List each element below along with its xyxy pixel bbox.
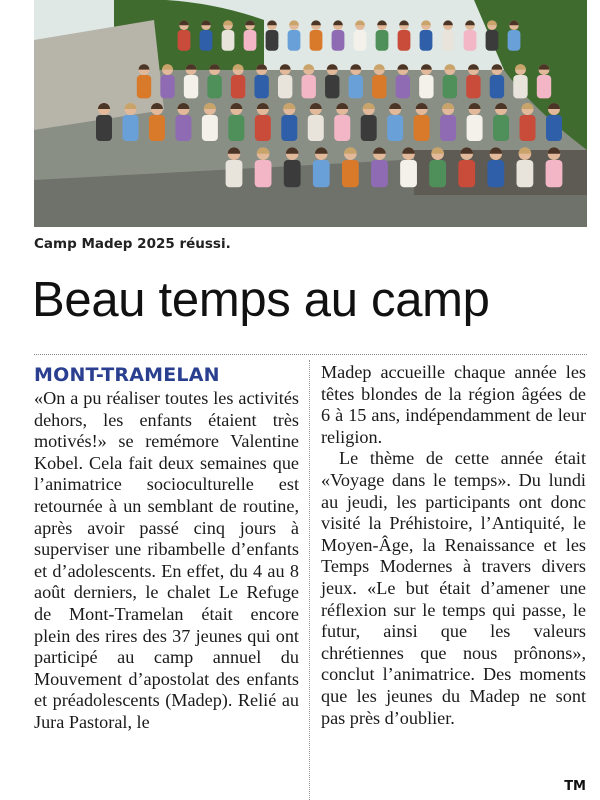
- person-body: [334, 115, 350, 141]
- person-body: [278, 75, 292, 98]
- person-body: [419, 75, 433, 98]
- person-body: [513, 75, 527, 98]
- person-body: [537, 75, 551, 98]
- person-body: [372, 75, 386, 98]
- person-body: [202, 115, 218, 141]
- article-column-left: [34, 362, 299, 734]
- person-body: [149, 115, 165, 141]
- person-body: [226, 160, 243, 187]
- headline: Beau temps au camp: [32, 273, 490, 327]
- person-body: [342, 160, 359, 187]
- group-photo-illustration: [34, 0, 587, 227]
- person-body: [440, 115, 456, 141]
- person-body: [244, 30, 257, 51]
- person-body: [517, 160, 534, 187]
- person-body: [546, 160, 563, 187]
- person-body: [200, 30, 213, 51]
- person-body: [137, 75, 151, 98]
- article-paragraph: «On a pu réaliser toutes les activités dehors, les enfants étaient très motivés!» se remémore Valentine Kobel. Cela fait deux semaines que l’animatrice socioculturelle est retournée à un semblant de routine, après avoir passé cinq jours à superviser une ribambelle d’enfants et d’adolescents. En effet, du 4 au 8 août derniers, le chalet Le Refuge de Mont-Tramelan était encore plein des rires des 37 jeunes qui ont participé au camp annuel du Mouvement d’apostolat des enfants et préadolescents (Madep). Relié au Jura Pastoral, le: [34, 388, 299, 732]
- person-body: [254, 75, 268, 98]
- person-body: [467, 115, 483, 141]
- person-body: [310, 30, 323, 51]
- column-divider: [309, 360, 310, 800]
- person-body: [231, 75, 245, 98]
- person-body: [222, 30, 235, 51]
- photo-caption: Camp Madep 2025 réussi.: [34, 236, 231, 252]
- person-body: [442, 30, 455, 51]
- person-body: [371, 160, 388, 187]
- person-body: [349, 75, 363, 98]
- person-body: [255, 160, 272, 187]
- person-body: [332, 30, 345, 51]
- person-body: [288, 30, 301, 51]
- person-body: [546, 115, 562, 141]
- person-body: [398, 30, 411, 51]
- person-body: [255, 115, 271, 141]
- person-body: [284, 160, 301, 187]
- person-body: [520, 115, 536, 141]
- person-body: [354, 30, 367, 51]
- person-body: [122, 115, 138, 141]
- person-body: [325, 75, 339, 98]
- person-body: [487, 160, 504, 187]
- person-body: [361, 115, 377, 141]
- person-body: [458, 160, 475, 187]
- group-photo: [34, 0, 587, 227]
- person-body: [464, 30, 477, 51]
- person-body: [429, 160, 446, 187]
- person-body: [376, 30, 389, 51]
- person-body: [508, 30, 521, 51]
- person-body: [490, 75, 504, 98]
- person-body: [414, 115, 430, 141]
- person-body: [387, 115, 403, 141]
- person-body: [175, 115, 191, 141]
- location-kicker: MONT-TRAMELAN: [34, 364, 220, 386]
- person-body: [207, 75, 221, 98]
- person-body: [184, 75, 198, 98]
- person-body: [486, 30, 499, 51]
- person-body: [281, 115, 297, 141]
- person-body: [178, 30, 191, 51]
- person-body: [466, 75, 480, 98]
- person-body: [160, 75, 174, 98]
- article-paragraph: Le thème de cette année était «Voyage dans le temps». Du lundi au jeudi, les participants ont donc visité la Préhistoire, l’Antiquité, le Moyen-Âge, la Renaissance et les Temps Modernes à travers divers jeux. «Le but était d’amener une réflexion sur le temps qui passe, le futur, ainsi que les valeurs chrétiennes que nous prônons», conclut l’animatrice. Des moments que les jeunes du Madep ne sont pas près d’oublier.: [321, 448, 586, 728]
- person-body: [493, 115, 509, 141]
- person-body: [313, 160, 330, 187]
- article-column-right: [321, 362, 586, 729]
- person-body: [396, 75, 410, 98]
- person-body: [228, 115, 244, 141]
- person-body: [96, 115, 112, 141]
- person-body: [266, 30, 279, 51]
- person-body: [420, 30, 433, 51]
- person-body: [308, 115, 324, 141]
- person-body: [443, 75, 457, 98]
- article-paragraph: Madep accueille chaque année les têtes blondes de la région âgées de 6 à 15 ans, indépendamment de leur religion.: [321, 362, 586, 447]
- person-body: [302, 75, 316, 98]
- person-body: [400, 160, 417, 187]
- headline-rule: [34, 354, 587, 355]
- author-signature: TM: [564, 779, 586, 794]
